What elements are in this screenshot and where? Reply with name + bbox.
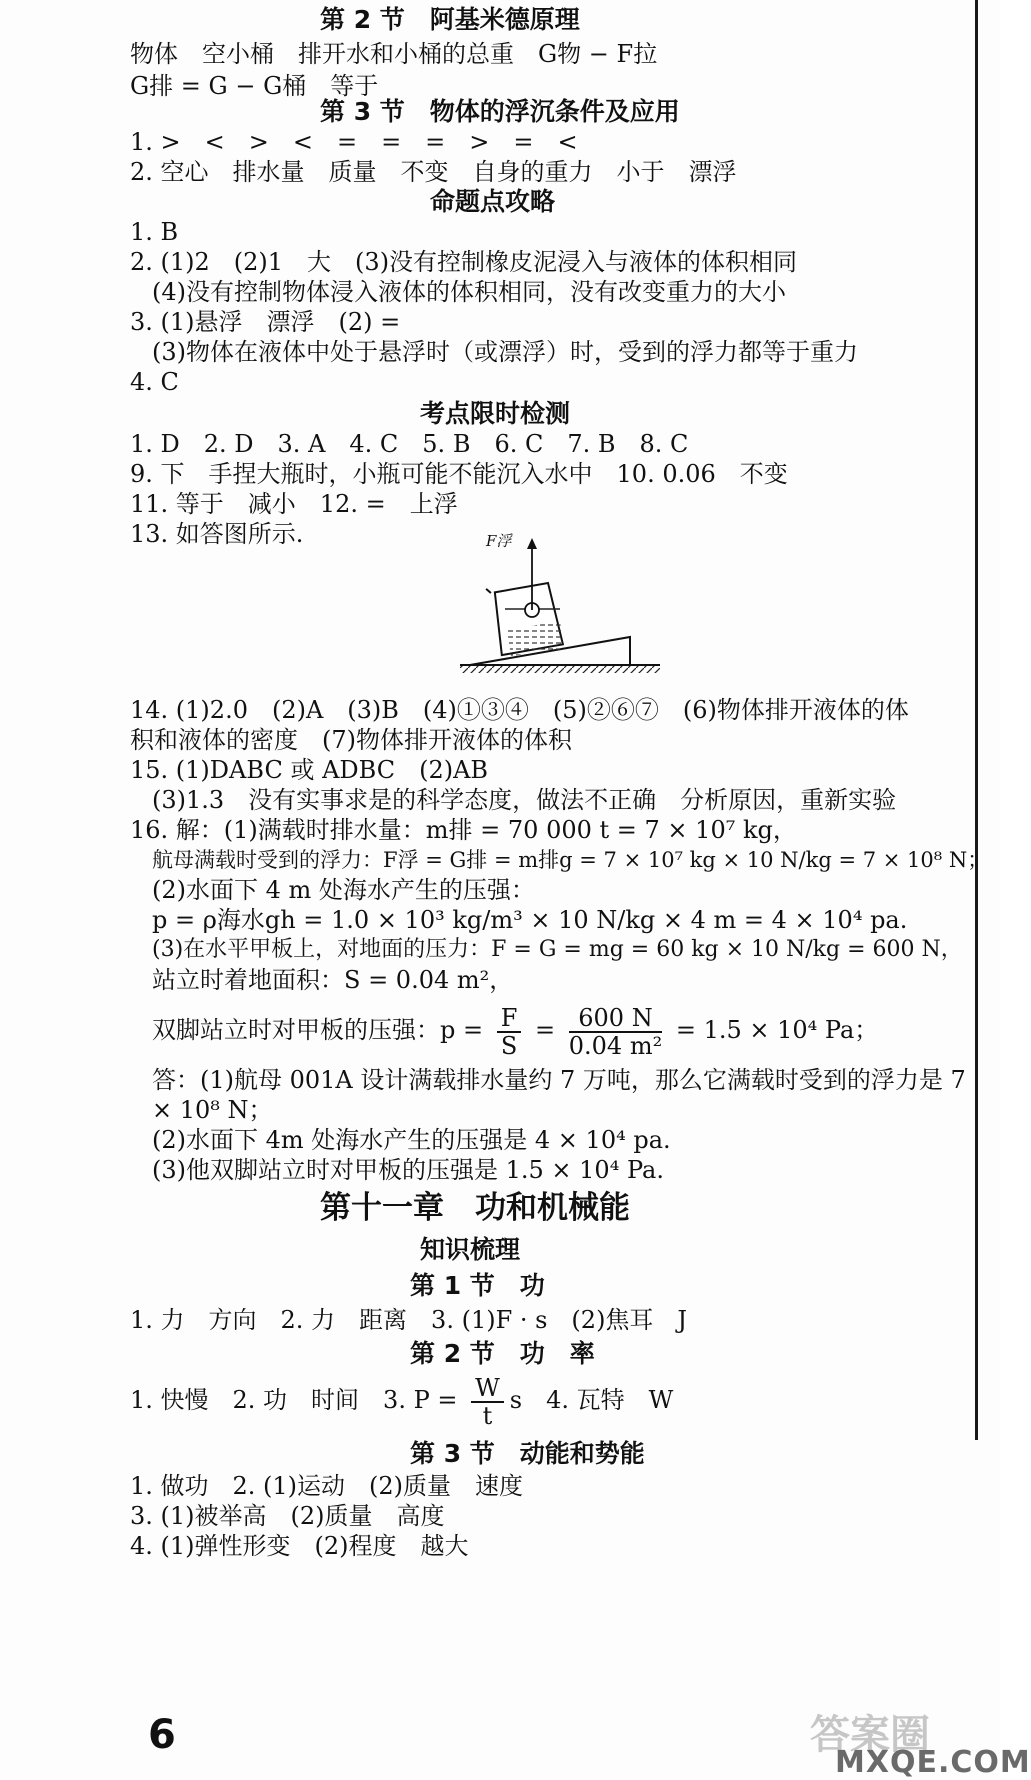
beaker-on-incline-diagram [460, 532, 690, 682]
fraction-denominator: S [500, 1031, 518, 1060]
formula-text: = [527, 1016, 563, 1044]
answer-line: p = ρ海水gh = 1.0 × 10³ kg/m³ × 10 N/kg × 4 m = 4 × 10⁴ pa. [152, 906, 908, 934]
answer-line: 2. 空心 排水量 质量 不变 自身的重力 小于 漂浮 [130, 158, 737, 186]
fraction-numerator: W [471, 1375, 504, 1403]
answer-line: 4. (1)弹性形变 (2)程度 越大 [130, 1532, 469, 1560]
watermark-site: MXQE.COM [835, 1745, 1031, 1780]
answer-line: 答：(1)航母 001A 设计满载排水量约 7 万吨，那么它满载时受到的浮力是 7 [152, 1066, 966, 1094]
answer-line: 3. (1)被举高 (2)质量 高度 [130, 1502, 445, 1530]
answer-line: 4. C [130, 368, 179, 396]
formula-text: 1. 快慢 2. 功 时间 3. P = [130, 1386, 466, 1414]
answer-line: 物体 空小桶 排开水和小桶的总重 G物 − F拉 [130, 40, 658, 68]
answer-line: G排 = G − G桶 等于 [130, 72, 379, 100]
fraction-denominator: 0.04 m² [568, 1031, 663, 1060]
force-label: F浮 [486, 532, 512, 550]
fraction-w-over-t [471, 1375, 504, 1429]
beaker-spout [486, 588, 491, 594]
answer-line: 11. 等于 减小 12. = 上浮 [130, 490, 458, 518]
answer-line: (3)物体在液体中处于悬浮时（或漂浮）时，受到的浮力都等于重力 [152, 338, 858, 366]
pressure-formula-line [152, 1000, 878, 1060]
section-heading: 第 3 节 动能和势能 [410, 1439, 645, 1468]
answer-line: (4)没有控制物体浸入液体的体积相同，没有改变重力的大小 [152, 278, 786, 306]
answer-line: 3. (1)悬浮 漂浮 (2) = [130, 308, 401, 336]
section-heading: 第 2 节 功 率 [410, 1339, 595, 1368]
chapter-heading: 第十一章 功和机械能 [320, 1190, 630, 1226]
fraction-f-over-s [497, 1005, 522, 1059]
fraction-values [569, 1005, 662, 1059]
answer-figure [460, 532, 690, 686]
subsection-heading: 命题点攻略 [430, 187, 556, 216]
answer-line: 15. (1)DABC 或 ADBC (2)AB [130, 756, 489, 784]
power-formula-line [130, 1370, 673, 1430]
fraction-numerator: 600 N [569, 1005, 662, 1033]
subsection-heading: 考点限时检测 [420, 399, 571, 428]
subsection-heading: 知识梳理 [420, 1235, 521, 1264]
answer-line: (3)他双脚站立时对甲板的压强是 1.5 × 10⁴ Pa. [152, 1156, 664, 1184]
answer-line: 14. (1)2.0 (2)A (3)B (4)①③④ (5)②⑥⑦ (6)物体排开液体的体 [130, 696, 909, 724]
answer-line: 13. 如答图所示. [130, 520, 304, 548]
answer-line: 积和液体的密度 (7)物体排开液体的体积 [130, 726, 572, 754]
answer-line: (2)水面下 4 m 处海水产生的压强： [152, 876, 535, 904]
answer-line: × 10⁸ N； [152, 1096, 273, 1124]
ground-hatch [460, 665, 660, 673]
page-number: 6 [148, 1712, 176, 1758]
formula-text: = 1.5 × 10⁴ Pa； [668, 1016, 879, 1044]
answer-line: (3)在水平甲板上，对地面的压力：F = G = mg = 60 kg × 10 N/kg = 600 N， [152, 937, 963, 962]
answer-line: 1. 力 方向 2. 力 距离 3. (1)F · s (2)焦耳 J [130, 1306, 688, 1334]
fraction-numerator: F [497, 1005, 522, 1033]
buoyancy-arrow-head [527, 538, 537, 549]
section-heading: 第 3 节 物体的浮沉条件及应用 [320, 97, 680, 126]
answer-line: 站立时着地面积：S = 0.04 m²， [152, 966, 514, 994]
answer-line: (3)1.3 没有实事求是的科学态度，做法不正确 分析原因，重新实验 [152, 786, 897, 814]
answer-line: 航母满载时受到的浮力：F浮 = G排 = m排g = 7 × 10⁷ kg × 10 N/kg = 7 × 10⁸ N； [152, 848, 989, 872]
answer-line: 2. (1)2 (2)1 大 (3)没有控制橡皮泥浸入与液体的体积相同 [130, 248, 798, 276]
formula-text: 双脚站立时对甲板的压强：p = [152, 1016, 491, 1044]
answer-line: 1. B [130, 218, 179, 246]
answer-line: 1. D 2. D 3. A 4. C 5. B 6. C 7. B 8. C [130, 430, 689, 458]
answer-line: 16. 解：(1)满载时排水量：m排 = 70 000 t = 7 × 10⁷ kg， [130, 816, 797, 844]
section-heading: 第 1 节 功 [410, 1271, 545, 1300]
answer-line: (2)水面下 4m 处海水产生的压强是 4 × 10⁴ pa. [152, 1126, 671, 1154]
answer-line: 1. 做功 2. (1)运动 (2)质量 速度 [130, 1472, 524, 1500]
section-heading: 第 2 节 阿基米德原理 [320, 5, 580, 34]
formula-text: s 4. 瓦特 W [509, 1386, 674, 1414]
watermark-logo-text: 答案圈 [810, 1712, 930, 1758]
answer-line: 1. > < > < = = = > = < [130, 128, 578, 156]
column-divider [975, 0, 978, 1440]
answer-line: 9. 下 手捏大瓶时，小瓶可能不能沉入水中 10. 0.06 不变 [130, 460, 788, 488]
fraction-denominator: t [482, 1401, 493, 1430]
